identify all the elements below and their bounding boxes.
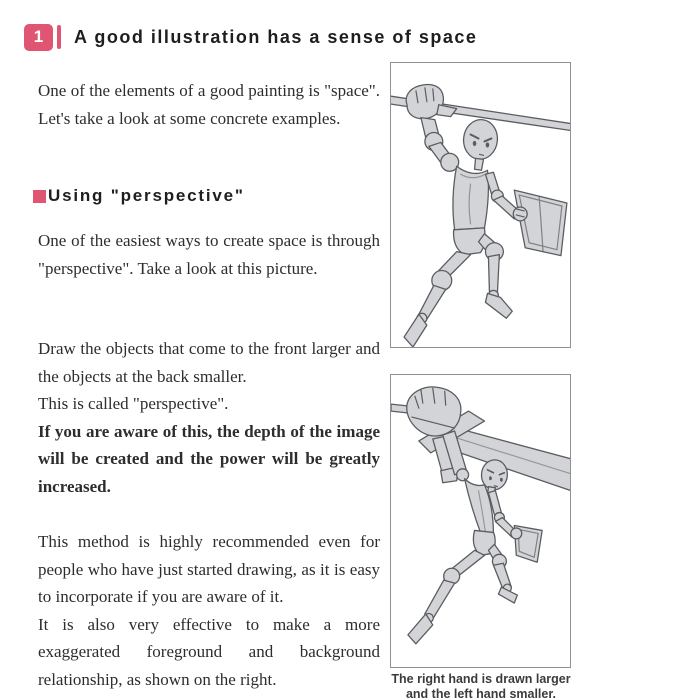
paragraph-recommend-block: [38, 528, 380, 694]
paragraph-rule-block: [38, 335, 380, 501]
figure-caption-line-2: and the left hand smaller.: [405, 687, 557, 700]
paragraph-rule-2: This is called "perspective".: [38, 394, 229, 414]
mannequin-drawing-normal: [391, 63, 570, 347]
figure-caption-line-1: The right hand is drawn larger: [391, 672, 571, 686]
figure-caption: [378, 672, 584, 700]
subsection-heading-label: Using "perspective": [48, 186, 245, 205]
paragraph-recommend-2: It is also very effective to make a more exaggerated foreground and background relationship, as shown on the right.: [38, 614, 380, 689]
paragraph-intro: One of the elements of a good painting is "space". Let's take a look at some concrete examples.: [38, 81, 380, 128]
section-header: [24, 23, 477, 51]
figure-normal-perspective: [390, 62, 571, 348]
page-title: A good illustration has a sense of space: [74, 26, 478, 47]
accent-bar: [57, 25, 61, 49]
figure-exaggerated-perspective: [390, 374, 571, 668]
pink-square-bullet: [33, 190, 46, 203]
section-number-badge: 1: [24, 24, 53, 51]
paragraph-rule-1: Draw the objects that come to the front larger and the objects at the back smaller.: [38, 339, 380, 386]
paragraph-rule-emphasis: If you are aware of this, the depth of the image will be created and the power will be greatly increased.: [38, 421, 380, 496]
paragraph-perspective-intro: One of the easiest ways to create space is through "perspective". Take a look at this picture.: [38, 231, 380, 278]
subsection-heading: [33, 186, 245, 206]
mannequin-drawing-exaggerated: [391, 375, 570, 667]
paragraph-recommend-1: This method is highly recommended even for people who have just started drawing, as it is easy to incorporate if you are aware of it.: [38, 532, 380, 607]
